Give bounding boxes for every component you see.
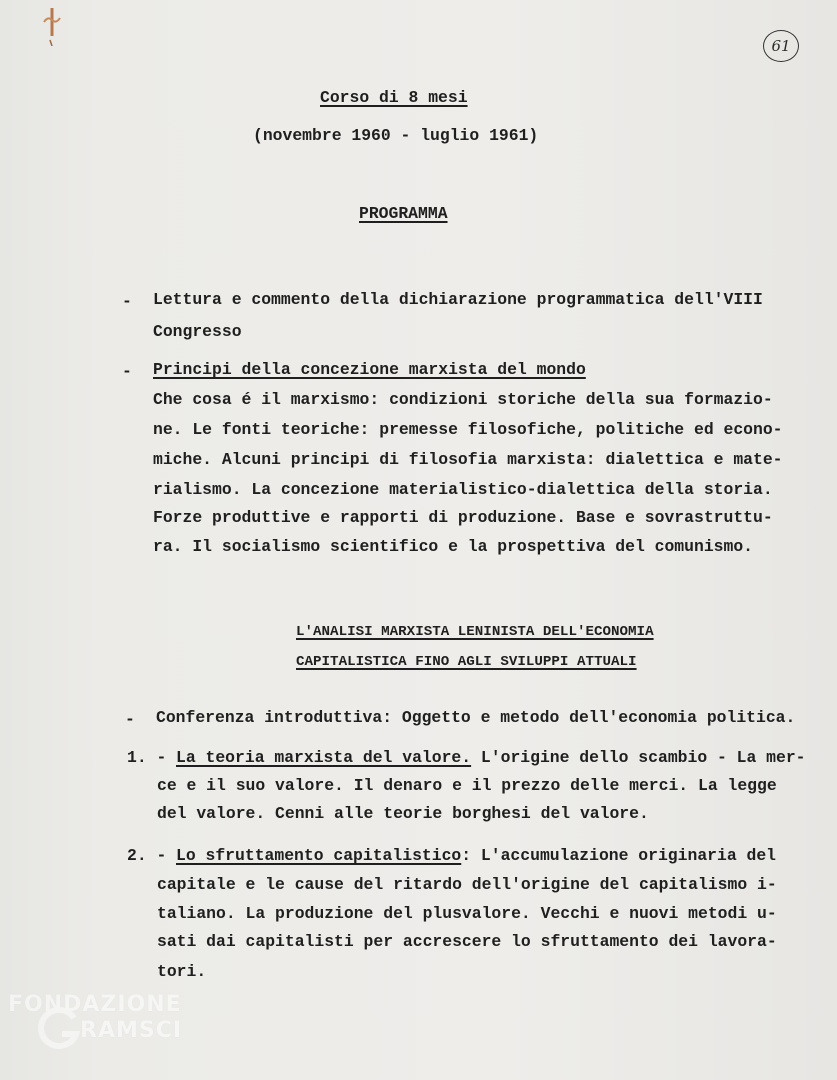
list-dash: - — [125, 710, 135, 729]
list-item-text: Lettura e commento della dichiarazione programmatica dell'VIII — [153, 290, 763, 309]
list-item-text — [176, 846, 776, 866]
course-title: Corso di 8 mesi — [320, 88, 468, 107]
item-text: L'origine dello scambio - La mer- — [471, 748, 806, 767]
item-title: La teoria marxista del valore. — [176, 748, 472, 767]
section-heading: CAPITALISTICA FINO AGLI SVILUPPI ATTUALI — [296, 654, 637, 670]
paragraph-line: miche. Alcuni principi di filosofia marxista: dialettica e mate- — [153, 450, 783, 469]
list-dash: - — [122, 362, 132, 381]
paragraph-line: ce e il suo valore. Il denaro e il prezzo delle merci. La legge — [157, 776, 777, 795]
paragraph-line: Che cosa é il marxismo: condizioni storiche della sua formazio- — [153, 390, 773, 409]
list-marker: 2. - — [127, 846, 167, 865]
section-heading: Principi della concezione marxista del mondo — [153, 360, 586, 379]
paragraph-line: Forze produttive e rapporti di produzione. Base e sovrastruttu- — [153, 508, 773, 527]
list-item-text — [176, 748, 806, 768]
watermark-text: RAMSCI — [80, 1018, 183, 1043]
list-item-text: Congresso — [153, 322, 242, 341]
paragraph-line: sati dai capitalisti per accrescere lo sfruttamento dei lavora- — [157, 932, 777, 951]
paragraph-line: tori. — [157, 962, 207, 981]
staple-mark-icon — [38, 6, 64, 46]
list-item-text: Conferenza introduttiva: Oggetto e metodo dell'economia politica. — [156, 708, 796, 727]
watermark-text: FONDAZIONE — [8, 992, 182, 1017]
section-heading: L'ANALISI MARXISTA LENINISTA DELL'ECONOMIA — [296, 624, 654, 640]
item-text: : L'accumulazione originaria del — [461, 846, 777, 865]
paragraph-line: taliano. La produzione del plusvalore. Vecchi e nuovi metodi u- — [157, 904, 777, 923]
list-dash: - — [122, 292, 132, 311]
programma-heading: PROGRAMMA — [359, 204, 448, 223]
watermark-logo — [8, 984, 218, 1074]
watermark-g-icon — [36, 1006, 82, 1052]
paragraph-line: capitale e le cause del ritardo dell'origine del capitalismo i- — [157, 875, 777, 894]
paragraph-line: del valore. Cenni alle teorie borghesi del valore. — [157, 804, 649, 823]
course-dates: (novembre 1960 - luglio 1961) — [253, 126, 539, 145]
item-title: Lo sfruttamento capitalistico — [176, 846, 462, 865]
list-marker: 1. - — [127, 748, 167, 767]
page-number: 61 — [763, 30, 799, 62]
paragraph-line: rialismo. La concezione materialistico-dialettica della storia. — [153, 480, 773, 499]
paragraph-line: ne. Le fonti teoriche: premesse filosofiche, politiche ed econo- — [153, 420, 783, 439]
paragraph-line: ra. Il socialismo scientifico e la prospettiva del comunismo. — [153, 537, 753, 556]
